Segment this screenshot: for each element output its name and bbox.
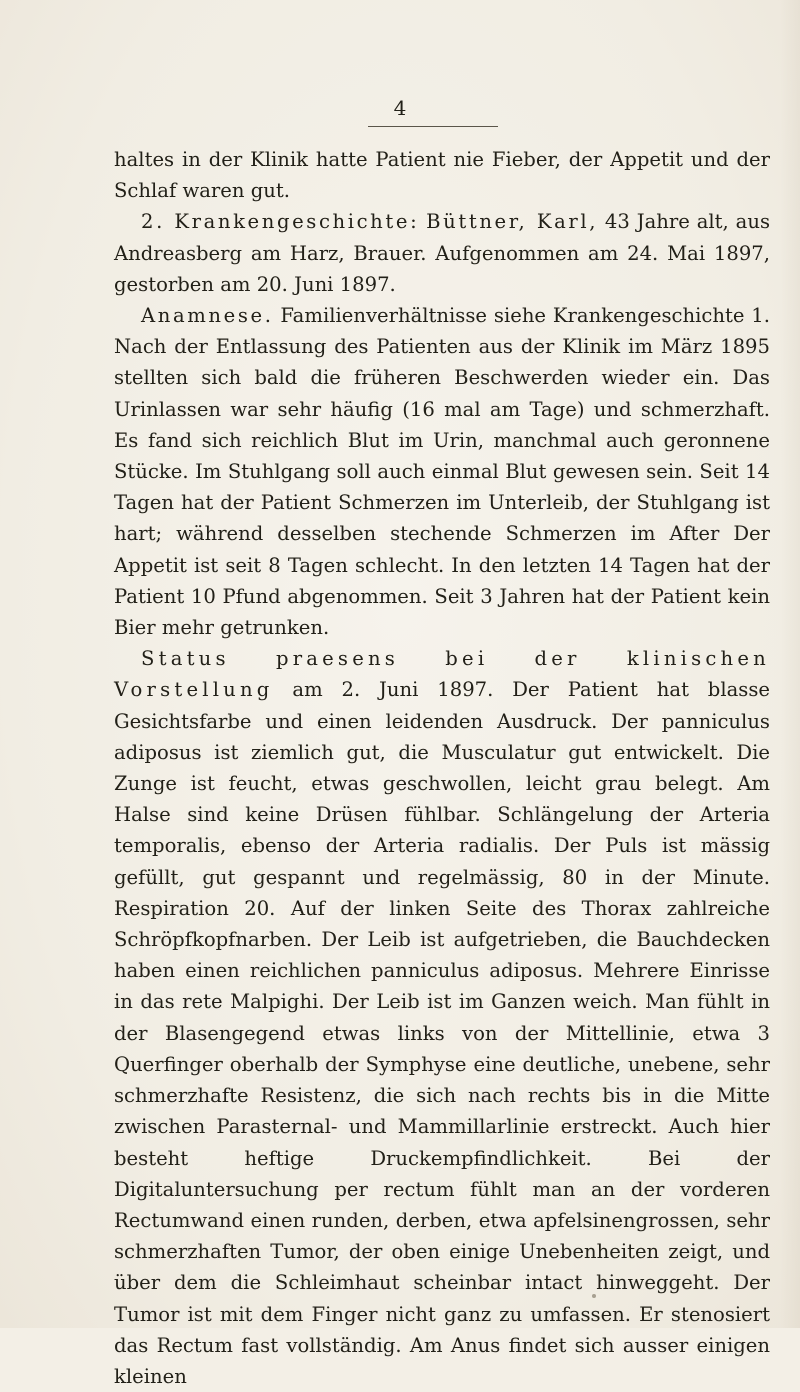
anamnesis-text: Familienverhältnisse siehe Krankengeschichte 1. Nach der Entlassung des Patienten aus der Klinik im März 1895 stellten sich bald die früheren Beschwerden wieder ein. Das Urinlassen war sehr häufig (16 mal am Tage) und schmerzhaft. Es fand sich reichlich Blut im Urin, manchmal auch geronnene Stücke. Im Stuhlgang soll auch einmal Blut gewesen sein. Seit 14 Tagen hat der Patient Schmerzen im Unterleib, der Stuhlgang ist hart; während desselben stechende Schmerzen im After Der Appetit ist seit 8 Tagen schlecht. In den letzten 14 Tagen hat der Patient 10 Pfund abgenommen. Seit 3 Jahren hat der Patient kein Bier mehr getrunken. xyxy=(114,304,770,640)
status-praesens-heading: Status praesens bei der klinischen Vorstellung xyxy=(114,647,770,702)
body-text xyxy=(114,144,770,1392)
status-praesens-text: am 2. Juni 1897. Der Patient hat blasse Gesichtsfarbe und einen leidenden Ausdruck. Der panniculus adiposus ist ziemlich gut, die Musculatur gut entwickelt. Die Zunge ist feucht, etwas geschwollen, leicht grau belegt. Am Halse sind keine Drüsen fühlbar. Schlängelung der Arteria temporalis, ebenso der Arteria radialis. Der Puls ist mässig gefüllt, gut gespannt und regelmässig, 80 in der Minute. Respiration 20. Auf der linken Seite des Thorax zahlreiche Schröpfkopfnarben. Der Leib ist aufgetrieben, die Bauchdecken haben einen reichlichen panniculus adiposus. Mehrere Einrisse in das rete Malpighi. Der Leib ist im Ganzen weich. Man fühlt in der Blasengegend etwas links von der Mittellinie, etwa 3 Querfinger oberhalb der Symphyse eine deutliche, unebene, sehr schmerzhafte Resistenz, die sich nach rechts bis in die Mitte zwischen Parasternal- und Mammillarlinie erstreckt. Auch hier besteht heftige Druckempfindlichkeit. Bei der Digitaluntersuchung per rectum fühlt man an der vorderen Rectumwand einen runden, derben, etwa apfelsinengrossen, sehr schmerzhaften Tumor, der oben einige Unebenheiten zeigt, und über dem die Schleimhaut scheinbar intact hinweggeht. Der Tumor ist mit dem Finger nicht ganz zu umfassen. Er stenosiert das Rectum fast vollständig. Am Anus findet sich ausser einigen kleinen xyxy=(114,678,770,1388)
patient-name: Büttner, Karl, xyxy=(426,210,599,234)
paragraph-status-praesens xyxy=(114,643,770,1392)
paper-speck xyxy=(592,1294,596,1298)
paragraph-anamnesis xyxy=(114,300,770,643)
anamnesis-heading: Anamnese. xyxy=(141,304,274,328)
page-edge-shade xyxy=(780,0,800,1328)
case-history-heading: 2. Krankengeschichte: xyxy=(141,210,420,234)
paragraph-case-history xyxy=(114,206,770,300)
page-number: 4 xyxy=(393,96,407,120)
case-history-text: 43 Jahre alt, aus Andreasberg am Harz, Brauer. Aufgenommen am 24. Mai 1897, gestorben am 20. Juni 1897. xyxy=(114,210,770,296)
header-rule xyxy=(368,126,498,127)
paragraph-continuation: haltes in der Klinik hatte Patient nie Fieber, der Appetit und der Schlaf waren gut. xyxy=(114,148,770,203)
